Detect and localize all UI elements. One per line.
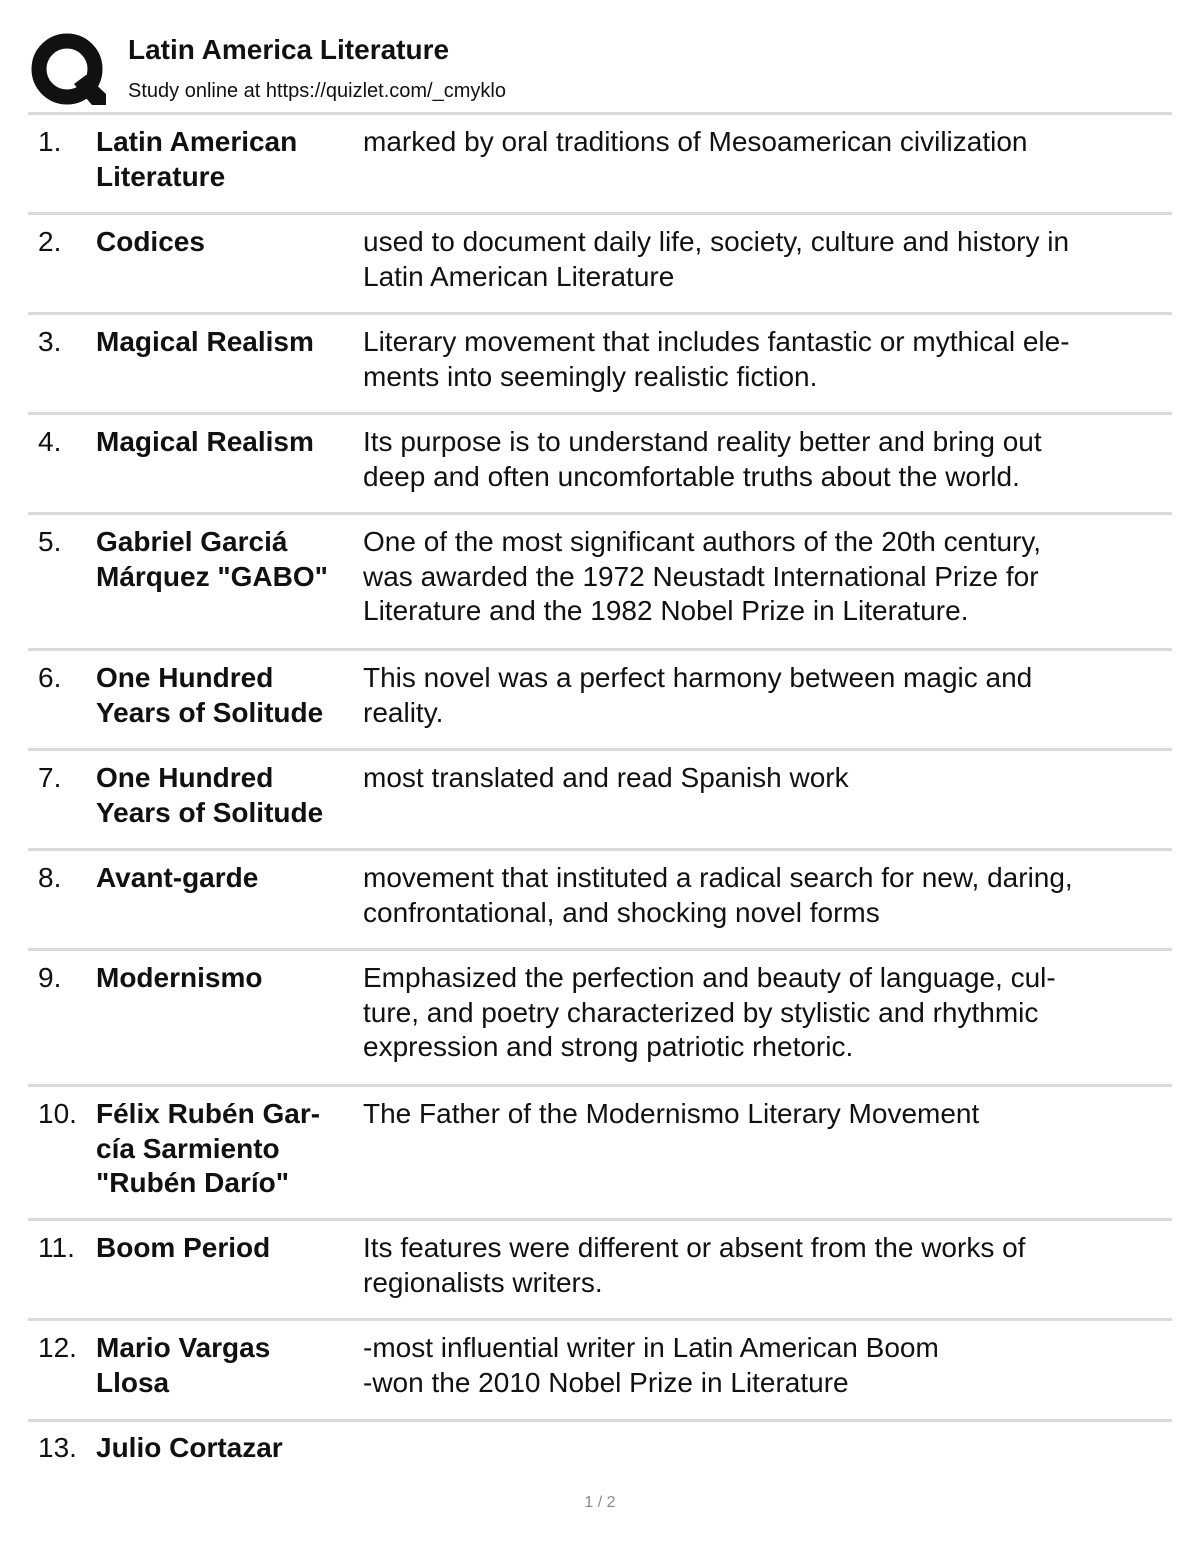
- card-definition-line: Latin American Literature: [363, 260, 675, 292]
- card-definition: [363, 1231, 1168, 1300]
- card-number: 1.: [38, 126, 62, 157]
- card-definition: [363, 1331, 1168, 1400]
- card-definition: [363, 225, 1168, 294]
- card-term-line: Latin American: [96, 126, 298, 157]
- card-definition-line: reality.: [363, 696, 444, 728]
- card-term-line: cía Sarmiento: [96, 1132, 280, 1164]
- card-number: 7.: [38, 762, 62, 793]
- card-number: 2.: [38, 226, 62, 257]
- card-definition-line: confrontational, and shocking novel forms: [363, 896, 880, 928]
- card-number: 8.: [38, 862, 62, 893]
- card-term: [96, 1431, 358, 1466]
- card-term: [96, 1331, 358, 1400]
- card-term-line: Codices: [96, 226, 205, 257]
- card-term: [96, 125, 358, 194]
- card-definition-line: used to document daily life, society, culture and history in: [363, 226, 1070, 257]
- card-term-line: Years of Solitude: [96, 696, 324, 728]
- card-definition-line: Its features were different or absent from the works of: [363, 1232, 1026, 1263]
- card-definition: [363, 425, 1168, 494]
- card-definition: [363, 525, 1168, 629]
- card-term-line: Gabriel Garciá: [96, 526, 288, 557]
- card-term-line: One Hundred: [96, 762, 274, 793]
- row-divider: [28, 212, 1172, 215]
- card-term-line: Magical Realism: [96, 326, 314, 357]
- card-definition-line: Literature and the 1982 Nobel Prize in Literature.: [363, 595, 969, 626]
- card-term-line: "Rubén Darío": [96, 1167, 290, 1198]
- card-number: 13.: [38, 1432, 77, 1463]
- row-divider: [28, 1318, 1172, 1321]
- row-divider: [28, 512, 1172, 515]
- card-definition: [363, 761, 1168, 796]
- card-definition-line: -most influential writer in Latin American Boom: [363, 1332, 939, 1363]
- row-divider: [28, 948, 1172, 951]
- card-term: [96, 861, 358, 896]
- card-term-line: Julio Cortazar: [96, 1432, 283, 1463]
- card-definition-line: This novel was a perfect harmony between magic and: [363, 662, 1033, 693]
- card-definition: [363, 125, 1168, 160]
- study-online-link[interactable]: Study online at https://quizlet.com/_cmyklo: [128, 80, 506, 102]
- card-definition-line: The Father of the Modernismo Literary Movement: [363, 1098, 980, 1129]
- card-term: [96, 761, 358, 830]
- card-definition-line: expression and strong patriotic rhetoric.: [363, 1031, 854, 1062]
- card-term-line: Magical Realism: [96, 426, 314, 457]
- card-term: [96, 425, 358, 460]
- card-definition-line: ture, and poetry characterized by stylistic and rhythmic: [363, 996, 1039, 1028]
- card-definition: [363, 961, 1168, 1065]
- card-definition-line: deep and often uncomfortable truths about the world.: [363, 460, 1020, 492]
- card-definition-line: Its purpose is to understand reality better and bring out: [363, 426, 1042, 457]
- card-definition-line: marked by oral traditions of Mesoamerican civilization: [363, 126, 1028, 157]
- card-term: [96, 1097, 358, 1201]
- card-term: [96, 525, 358, 594]
- card-definition-line: ments into seemingly realistic fiction.: [363, 360, 818, 392]
- card-number: 3.: [38, 326, 62, 357]
- row-divider: [28, 1419, 1172, 1422]
- row-divider: [28, 412, 1172, 415]
- card-term-line: Félix Rubén Gar-: [96, 1098, 321, 1129]
- card-definition-line: Emphasized the perfection and beauty of language, cul-: [363, 962, 1056, 993]
- card-number: 12.: [38, 1332, 77, 1363]
- page-title: Latin America Literature: [128, 34, 450, 65]
- card-term-line: Boom Period: [96, 1232, 271, 1263]
- row-divider: [28, 848, 1172, 851]
- card-definition-line: most translated and read Spanish work: [363, 762, 849, 793]
- card-definition-line: regionalists writers.: [363, 1266, 603, 1298]
- card-number: 9.: [38, 962, 62, 993]
- card-number: 10.: [38, 1098, 77, 1129]
- card-definition-line: -won the 2010 Nobel Prize in Literature: [363, 1366, 849, 1398]
- header-divider: [28, 112, 1172, 115]
- card-term-line: Mario Vargas: [96, 1332, 271, 1363]
- card-definition: [363, 861, 1168, 930]
- page-number: 1 / 2: [584, 1494, 616, 1511]
- card-definition: [363, 325, 1168, 394]
- card-definition-line: Literary movement that includes fantastic or mythical ele-: [363, 326, 1070, 357]
- row-divider: [28, 1084, 1172, 1087]
- card-number: 11.: [38, 1232, 75, 1263]
- card-number: 6.: [38, 662, 62, 693]
- quizlet-logo-icon: [30, 32, 106, 108]
- card-term-line: One Hundred: [96, 662, 274, 693]
- row-divider: [28, 648, 1172, 651]
- card-number: 5.: [38, 526, 62, 557]
- card-term-line: Llosa: [96, 1366, 170, 1398]
- card-term-line: Avant-garde: [96, 862, 259, 893]
- card-term: [96, 325, 358, 360]
- row-divider: [28, 312, 1172, 315]
- card-term: [96, 225, 358, 260]
- row-divider: [28, 748, 1172, 751]
- card-term-line: Literature: [96, 160, 226, 192]
- card-definition: [363, 661, 1168, 730]
- card-term: [96, 961, 358, 996]
- card-term: [96, 1231, 358, 1266]
- card-definition-line: was awarded the 1972 Neustadt International Prize for: [363, 560, 1039, 592]
- page-header: [30, 30, 1172, 110]
- row-divider: [28, 1218, 1172, 1221]
- card-number: 4.: [38, 426, 62, 457]
- card-definition: [363, 1097, 1168, 1132]
- card-term-line: Years of Solitude: [96, 796, 324, 828]
- card-term-line: Márquez "GABO": [96, 560, 328, 592]
- card-term-line: Modernismo: [96, 962, 263, 993]
- card-definition-line: One of the most significant authors of the 20th century,: [363, 526, 1042, 557]
- card-definition-line: movement that instituted a radical search for new, daring,: [363, 862, 1073, 893]
- card-term: [96, 661, 358, 730]
